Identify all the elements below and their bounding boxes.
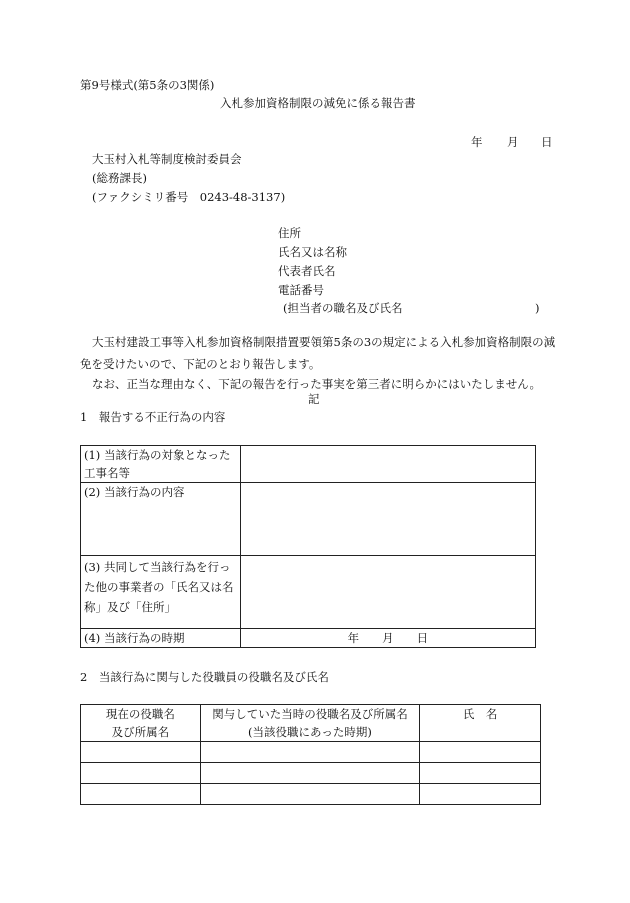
recipient-fax: (ファクシミリ番号 0243-48-3137) [92,190,286,204]
row-label: (4) 当該行為の時期 [81,629,241,648]
cell-past[interactable] [200,784,420,805]
date-year-label: 年 [471,135,483,149]
applicant-contact-label: (担当者の職名及び氏名 [283,301,403,315]
table-row [81,763,541,784]
table-row [81,556,536,629]
misconduct-table [80,445,536,648]
section1-heading: 1 報告する不正行為の内容 [80,410,226,424]
header-past-line2: (当該役職にあった時期) [248,725,372,739]
header-current-line1: 現在の役職名 [105,707,175,721]
applicant-address-label: 住所 [278,226,301,240]
document-title: 入札参加資格制限の減免に係る報告書 [220,96,416,110]
applicant-name-label: 氏名又は名称 [278,245,347,259]
cell-name[interactable] [420,784,541,805]
period-value[interactable]: 年 月 日 [240,629,535,648]
header-current-position [81,705,201,742]
date-month-label: 月 [507,135,519,149]
cell-current[interactable] [81,784,201,805]
table-row [81,446,536,483]
cell-past[interactable] [200,763,420,784]
row-value[interactable] [240,556,535,629]
cell-current[interactable] [81,742,201,763]
officers-table [80,704,541,805]
row-value[interactable] [240,483,535,556]
row-label: (1) 当該行為の対象となった工事名等 [81,446,241,483]
row-label: (2) 当該行為の内容 [81,483,241,556]
ki-heading: 記 [308,392,320,406]
table-row [81,784,541,805]
row-value[interactable] [240,446,535,483]
body-paragraph-1: 大玉村建設工事等入札参加資格制限措置要領第5条の3の規定による入札参加資格制限の減免を受けたいので、下記のとおり報告します。 [80,335,556,371]
recipient-name: 大玉村入札等制度検討委員会 [92,152,242,166]
cell-name[interactable] [420,742,541,763]
header-past-position [200,705,420,742]
cell-past[interactable] [200,742,420,763]
applicant-rep-label: 代表者氏名 [278,264,336,278]
header-past-line1: 関与していた当時の役職名及び所属名 [212,707,408,721]
section2-heading: 2 当該行為に関与した役職員の役職名及び氏名 [80,670,329,684]
cell-name[interactable] [420,763,541,784]
body-paragraph-2: なお、正当な理由なく、下記の報告を行った事実を第三者に明らかにはいたしません。 [92,377,541,391]
recipient-attention: (総務課長) [92,171,147,185]
form-number: 第9号様式(第5条の3関係) [80,78,215,92]
cell-current[interactable] [81,763,201,784]
row-label: (3) 共同して当該行為を行った他の事業者の「氏名又は名称」及び「住所」 [81,556,241,629]
table-row [81,483,536,556]
table-row [81,742,541,763]
header-current-line2: 及び所属名 [111,725,170,739]
applicant-phone-label: 電話番号 [278,283,324,297]
header-name: 氏 名 [420,705,541,742]
date-day-label: 日 [541,135,553,149]
applicant-contact-close: ) [535,301,540,315]
table-header-row [81,705,541,742]
table-row [81,629,536,648]
